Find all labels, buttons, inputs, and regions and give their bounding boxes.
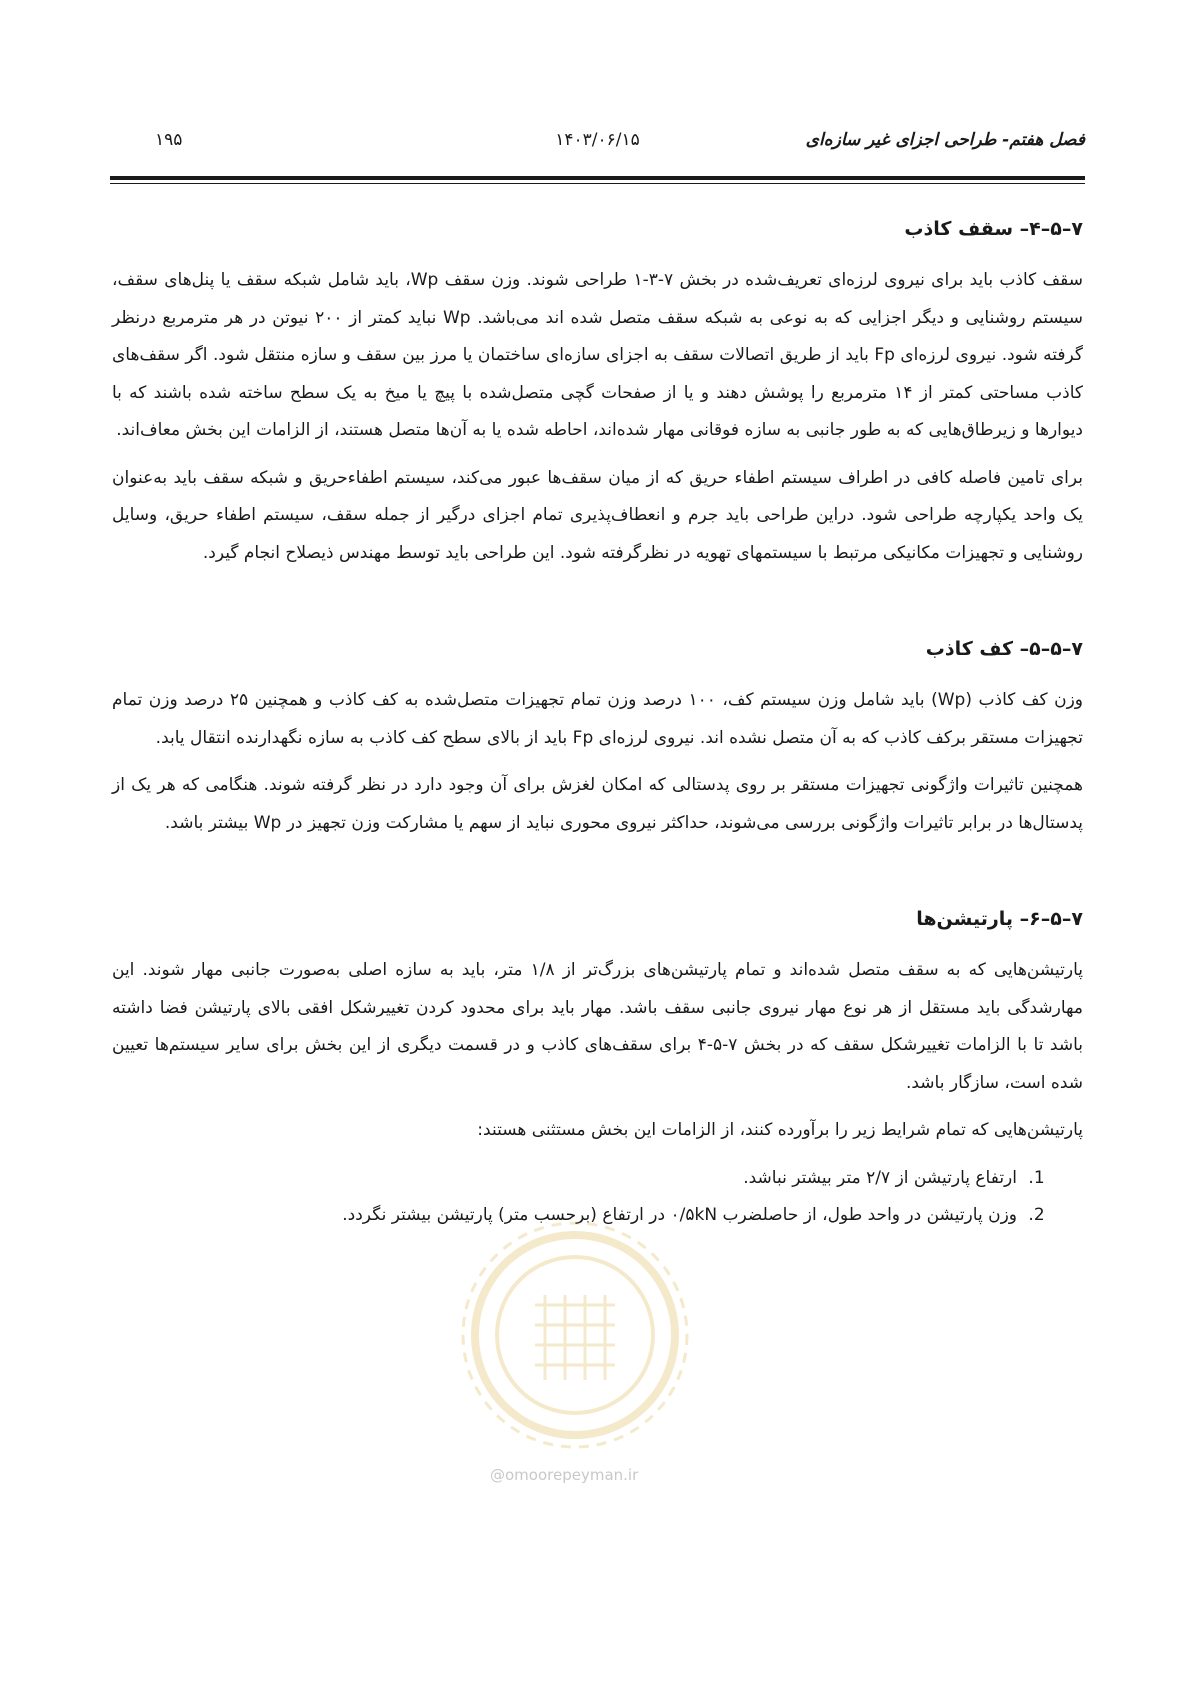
watermark-logo-icon xyxy=(455,1215,695,1455)
section-raised-floor xyxy=(112,634,1083,842)
list-item: 2. وزن پارتیشن در واحد طول، از حاصلضرب ۰/۵kN در ارتفاع (برحسب متر) پارتیشن بیشتر نگردد. xyxy=(112,1197,1023,1234)
watermark-text: @omoorepeyman.ir xyxy=(490,1466,639,1484)
section-heading: ۷–۵–۵– کف کاذب xyxy=(925,638,1083,660)
paragraph: سقف کاذب باید برای نیروی لرزه‌ای تعریف‌شده در بخش ۷-۳-۱ طراحی شوند. وزن سقف Wp، باید شامل شبکه سقف یا پنل‌های سقف، سیستم روشنایی و دیگر اجزایی که به نوعی به شبکه سقف متصل شده اند می‌باشد. Wp نباید کمتر از ۲۰۰ نیوتن در هر مترمربع درنظر گرفته شود. نیروی لرزه‌ای Fp باید از طریق اتصالات سقف به اجزای سازه‌ای ساختمان یا مرز بین سقف و سازه منتقل شود. اگر سقف‌های کاذب مساحتی کمتر از ۱۴ مترمربع را پوشش دهند و یا از صفحات گچی متصل‌شده با پیچ یا میخ به یک سطح ساخته شده باشند که با دیوارها و زیرطاق‌هایی که به طور جانبی به سازه فوقانی مهار شده‌اند، احاطه شده یا به آن‌ها متصل هستند، از الزامات این بخش معاف‌اند. xyxy=(112,270,1083,440)
page-number: ۱۹۵ xyxy=(155,130,183,150)
paragraph: پارتیشن‌هایی که به سقف متصل شده‌اند و تمام پارتیشن‌های بزرگ‌تر از ۱/۸ متر، باید به سازه اصلی به‌صورت جانبی مهار شوند. این مهارشدگی باید مستقل از هر نوع مهار نیروی جانبی سقف باشد. مهار باید برای محدود کردن تغییرشکل افقی بالای پارتیشن فضا داشته باشد تا با الزامات تغییرشکل سقف که در بخش ۷-۵-۴ برای سقف‌های کاذب و در قسمت دیگری از این بخش برای سایر سیستم‌ها تعیین شده است، سازگار باشد. xyxy=(112,960,1084,1093)
header-date: ۱۴۰۳/۰۶/۱۵ xyxy=(555,130,640,150)
header-rule-thin xyxy=(110,183,1085,184)
page-header xyxy=(110,130,1085,170)
header-rule-thick xyxy=(110,176,1085,180)
chapter-title: فصل هفتم- طراحی اجزای غیر سازه‌ای xyxy=(805,130,1085,150)
section-heading: ۷–۵–۶– پارتیشن‌ها xyxy=(916,908,1083,930)
paragraph: وزن کف کاذب (Wp) باید شامل وزن سیستم کف، ۱۰۰ درصد وزن تمام تجهیزات متصل‌شده به کف کاذب و همچنین ۲۵ درصد وزن تمام تجهیزات مستقر برکف کاذب که به آن متصل نشده اند. نیروی لرزه‌ای Fp باید از بالای سطح کف کاذب به سازه نگهدارنده انتقال یابد. xyxy=(112,690,1083,748)
section-heading: ۷–۵–۴– سقف کاذب xyxy=(904,218,1083,240)
paragraph: همچنین تاثیرات واژگونی تجهیزات مستقر بر روی پدستالی که امکان لغزش برای آن وجود دارد در نظر گرفته شوند. هنگامی که هر یک از پدستال‌ها در برابر تاثیرات واژگونی بررسی می‌شوند، حداکثر نیروی محوری نباید از سهم یا مشارکت وزن تجهیز در Wp بیشتر باشد. xyxy=(112,775,1083,833)
paragraph: برای تامین فاصله کافی در اطراف سیستم اطفاء حریق که از میان سقف‌ها عبور می‌کند، سیستم اطفاءحریق و شبکه سقف باید به‌عنوان یک واحد یکپارچه طراحی شود. دراین طراحی باید جرم و انعطاف‌پذیری تمام اجزای درگیر از جمله سقف، سیستم اطفاء حریق، وسایل روشنایی و تجهیزات مکانیکی مرتبط با سیستمهای تهویه در نظرگرفته شود. این طراحی باید توسط مهندس ذیصلاح انجام گیرد. xyxy=(112,467,1083,563)
section-false-ceiling xyxy=(112,214,1083,572)
paragraph: پارتیشن‌هایی که تمام شرایط زیر را برآورده کنند، از الزامات این بخش مستثنی هستند: xyxy=(477,1120,1083,1140)
page-content xyxy=(112,214,1083,1234)
section-partitions xyxy=(112,904,1083,1234)
list-item: 1. ارتفاع پارتیشن از ۲/۷ متر بیشتر نباشد. xyxy=(112,1160,1023,1197)
